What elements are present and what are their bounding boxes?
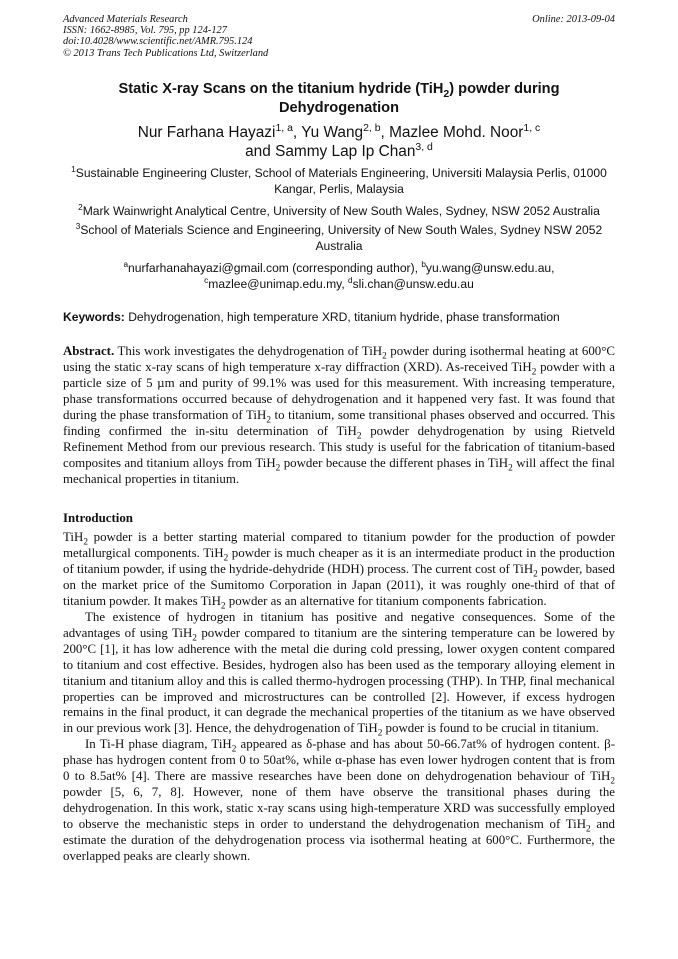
author-name: Yu Wang xyxy=(301,124,364,141)
text-run: powder, based on the market price of the Sumitomo Corporation in Japan (2011), it was roughly one-third of that of titanium powder. It makes TiH xyxy=(63,561,615,608)
title-part2: ) powder during Dehydrogenation xyxy=(279,81,560,116)
subscript: 2 xyxy=(533,569,538,580)
subscript: 2 xyxy=(382,351,387,362)
introduction-body xyxy=(63,530,615,865)
abstract-paragraph xyxy=(63,344,615,488)
text-run: powder dehydrogenation by using Rietveld Refinement Method from our previous research. This study is useful for the fabrication of titanium-based composites and titanium alloys from TiH xyxy=(63,423,615,470)
keywords-label: Keywords: xyxy=(63,310,125,324)
abstract-body xyxy=(63,344,615,486)
keywords-text: Dehydrogenation, high temperature XRD, titanium hydride, phase transformation xyxy=(128,310,560,324)
text-run: powder is found to be crucial in titanium. xyxy=(382,721,599,736)
subscript: 2 xyxy=(610,776,615,787)
subscript: 2 xyxy=(266,415,271,426)
email-mark: a xyxy=(123,259,129,269)
author-affiliation-mark: 1, c xyxy=(523,122,541,134)
text-run: appeared as δ-phase and has about 50-66.7at% of hydrogen content. β-phase has hydrogen content from 0 to 50at%, while α-phase has even lower hydrogen content that is from 0 to 8.5at% [4]. There are massive researches have been done on dehydrogenation behaviour of TiH xyxy=(63,737,616,784)
text-run: powder is much cheaper as it is an intermediate product in the production of titanium powder, if using the hydride-dehydride (HDH) process. The current cost of TiH xyxy=(63,545,615,576)
affiliation-1 xyxy=(60,165,618,197)
affiliation-2 xyxy=(60,203,618,219)
intro-paragraph xyxy=(63,610,615,738)
affiliation-text: Mark Wainwright Analytical Centre, University of New South Wales, Sydney, NSW 2052 Australia xyxy=(82,204,600,218)
subscript: 2 xyxy=(231,744,237,755)
introduction-heading: Introduction xyxy=(63,511,133,525)
author-name: Nur Farhana Hayazi xyxy=(137,124,276,141)
text-run: powder is a better starting material compared to titanium powder for the production of powder metallurgical components. TiH xyxy=(63,530,615,560)
text-run: The existence of hydrogen in titanium has positive and negative consequences. Some of the advantages of using TiH xyxy=(63,609,615,640)
author-separator: , xyxy=(380,124,390,141)
author-list xyxy=(60,124,618,161)
text-run: and estimate the duration of the dehydrogenation process via isothermal heating at 600°C. Furthermore, the overlapped peaks are clearly shown. xyxy=(63,817,615,864)
journal-name: Advanced Materials Research xyxy=(63,14,188,25)
keywords-line xyxy=(63,309,615,325)
affiliation-number: 1 xyxy=(71,164,76,174)
affiliation-number: 2 xyxy=(78,202,83,212)
text-run: powder [5, 6, 7, 8]. However, none of them have observe the transitional phases during the dehydrogenation. In this work, static x-ray scans using high-temperature XRD was successfully employed to observe the mechanistic steps in order to understand the dehydrogenation mechanism of TiH xyxy=(63,785,615,832)
subscript: 2 xyxy=(508,463,513,474)
text-run: In Ti-H phase diagram, TiH xyxy=(85,737,232,752)
email-address: yu.wang@unsw.edu.au, xyxy=(425,261,555,275)
affiliation-text: School of Materials Science and Engineering, University of New South Wales, Sydney NSW 2052 Australia xyxy=(80,223,603,253)
subscript: 2 xyxy=(83,537,88,548)
online-date: Online: 2013-09-04 xyxy=(532,14,615,25)
subscript: 2 xyxy=(223,553,229,564)
issn-line: ISSN: 1662-8985, Vol. 795, pp 124-127 xyxy=(63,25,227,37)
subscript: 2 xyxy=(275,463,281,474)
text-run: powder during isothermal heating at 600°C using the static x-ray scans of high temperature x-ray diffraction (XRD). As-received TiH xyxy=(63,344,615,374)
text-run: to titanium, some transitional phases observed and occurred. This finding confirmed the in-situ determination of TiH xyxy=(63,407,615,438)
subscript: 2 xyxy=(531,367,537,378)
copyright-line: © 2013 Trans Tech Publications Ltd, Switzerland xyxy=(63,47,269,59)
email-address: mazlee@unimap.edu.my, xyxy=(208,277,349,291)
text-run: powder because the different phases in TiH xyxy=(280,455,509,470)
author-name: Mazlee Mohd. Noor xyxy=(389,124,524,141)
text-run: powder as an alternative for titanium components fabrication. xyxy=(225,593,547,608)
author-affiliation-mark: 1, a xyxy=(275,122,293,134)
subscript: 2 xyxy=(192,633,197,644)
email-mark: b xyxy=(421,259,426,269)
title-subscript: 2 xyxy=(443,87,450,100)
journal-header xyxy=(63,14,615,59)
subscript: 2 xyxy=(377,729,383,740)
author-name: and Sammy Lap Ip Chan xyxy=(245,142,416,160)
email-block xyxy=(60,260,618,292)
intro-paragraph xyxy=(63,530,615,610)
subscript: 2 xyxy=(356,431,362,442)
abstract-label: Abstract. xyxy=(63,344,115,358)
text-run: TiH xyxy=(63,530,84,544)
author-affiliation-mark: 3, d xyxy=(415,141,433,153)
title-part1: Static X-ray Scans on the titanium hydride (TiH xyxy=(118,81,444,97)
text-run: powder compared to titanium are the sintering temperature can be lowered by 200°C [1], it has low adherence with the metal die during cold pressing, lower oxygen content compared to titanium and cost effective. Besides, hydrogen also has been used as the temporary alloying element in titanium and titanium alloy and this is called thermo-hydrogen processing (THP). In THP, final mechanical properties can be improved and microstructures can be controlled [2]. However, if excess hydrogen remains in the final product, it can degrade the mechanical properties of the titanium as we have observed in our previous work [3]. Hence, the dehydrogenation of TiH xyxy=(63,625,615,736)
text-run: This work investigates the dehydrogenation of TiH xyxy=(114,344,383,358)
paper-title xyxy=(60,80,618,118)
author-separator: , xyxy=(292,124,302,141)
text-run: will affect the final mechanical properties in titanium. xyxy=(63,455,616,486)
intro-paragraph xyxy=(63,737,615,865)
email-mark: c xyxy=(204,275,209,285)
text-run: powder with a particle size of 5 µm and purity of 99.1% was used for this measurement. With increasing temperature, phase transformations occurred because of dehydrogenation and it happened very fast. It was found that during the phase transformation of TiH xyxy=(63,359,615,422)
affiliation-3 xyxy=(60,222,618,254)
subscript: 2 xyxy=(220,601,226,612)
author-affiliation-mark: 2, b xyxy=(363,122,381,134)
email-mark: d xyxy=(348,275,353,285)
subscript: 2 xyxy=(586,824,591,835)
email-address: sli.chan@unsw.edu.au xyxy=(352,277,474,291)
doi-line: doi:10.4028/www.scientific.net/AMR.795.124 xyxy=(63,36,253,48)
email-address: nurfarhanahayazi@gmail.com (corresponding author), xyxy=(128,261,422,275)
affiliation-number: 3 xyxy=(75,221,81,231)
affiliation-text: Sustainable Engineering Cluster, School of Materials Engineering, Universiti Malaysia Perlis, 01000 Kangar, Perlis, Malaysia xyxy=(75,166,607,196)
